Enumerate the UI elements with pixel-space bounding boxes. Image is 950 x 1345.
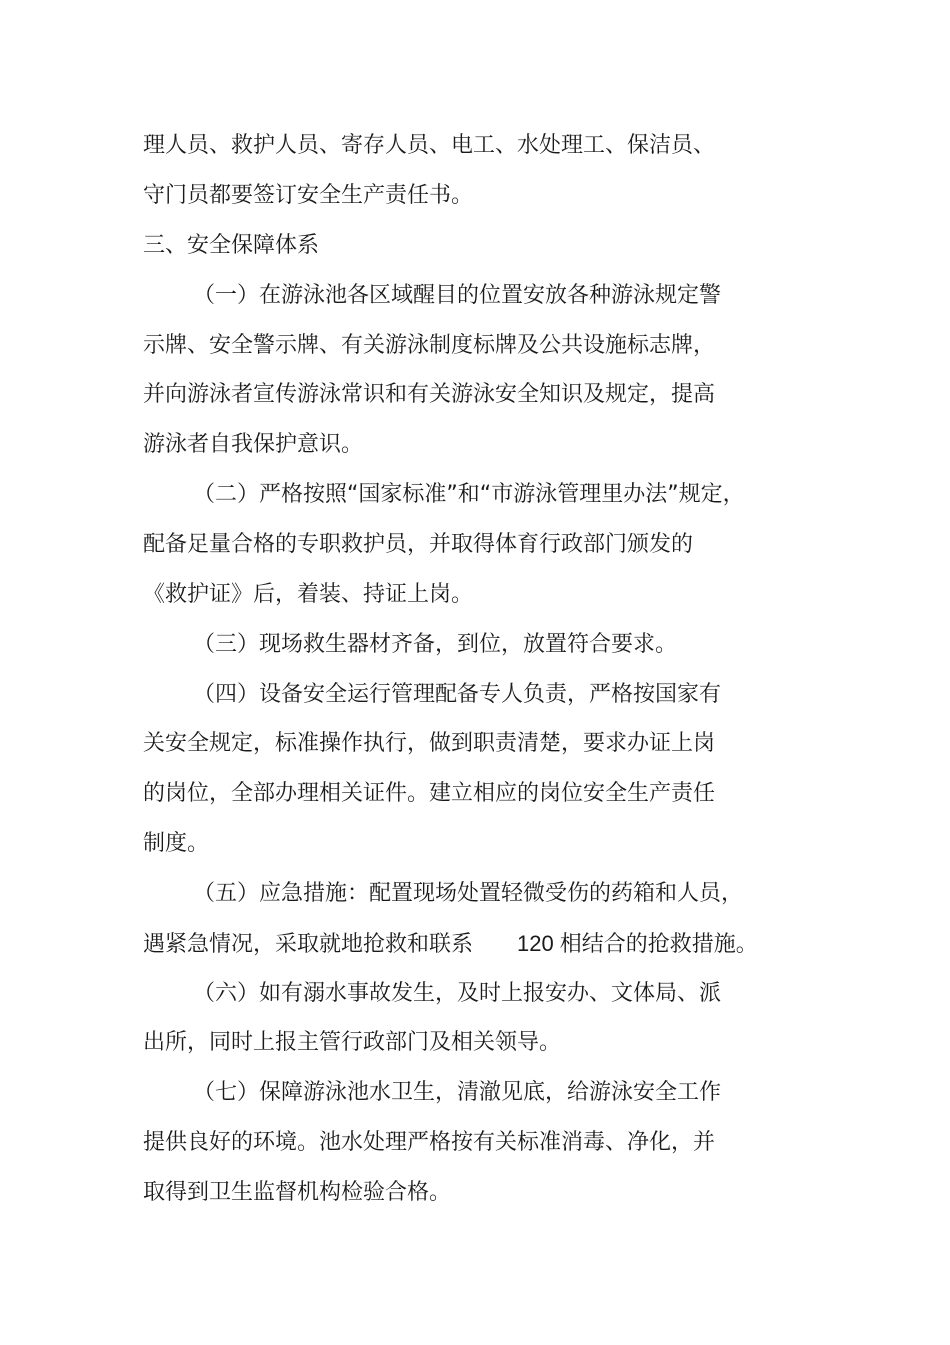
text-segment: 相结合的抢救措施。	[559, 932, 758, 957]
text-line: （三）现场救生器材齐备，到位，放置符合要求。	[193, 632, 678, 657]
text-line: 配备足量合格的专职救护员，并取得体育行政部门颁发的	[143, 532, 694, 557]
text-line: 示牌、安全警示牌、有关游泳制度标牌及公共设施标志牌，	[143, 333, 716, 358]
text-line: （一）在游泳池各区域醒目的位置安放各种游泳规定警	[193, 283, 722, 308]
text-line: （六）如有溺水事故发生，及时上报安办、文体局、派	[193, 981, 722, 1006]
text-line: 理人员、救护人员、寄存人员、电工、水处理工、保洁员、	[143, 133, 716, 158]
emergency-number: 120	[517, 931, 554, 956]
section-heading: 三、安全保障体系	[143, 233, 320, 258]
text-line: 出所，同时上报主管行政部门及相关领导。	[143, 1030, 562, 1055]
text-line: 取得到卫生监督机构检验合格。	[143, 1180, 452, 1205]
text-line: 提供良好的环境。池水处理严格按有关标准消毒、净化，并	[143, 1130, 716, 1155]
text-line	[143, 929, 758, 960]
text-line: （七）保障游泳池水卫生，清澈见底，给游泳安全工作	[193, 1080, 722, 1105]
text-line: 游泳者自我保护意识。	[143, 432, 364, 457]
text-line: 并向游泳者宣传游泳常识和有关游泳安全知识及规定，提高	[143, 382, 716, 407]
text-segment: 遇紧急情况，采取就地抢救和联系	[143, 932, 474, 957]
text-line: （五）应急措施：配置现场处置轻微受伤的药箱和人员，	[193, 881, 744, 906]
text-line: 的岗位，全部办理相关证件。建立相应的岗位安全生产责任	[143, 781, 716, 806]
text-line: （二）严格按照“国家标准”和“市游泳管理里办法”规定，	[193, 482, 745, 507]
text-line: 《救护证》后，着装、持证上岗。	[143, 582, 474, 607]
text-line: 关安全规定，标准操作执行，做到职责清楚，要求办证上岗	[143, 731, 716, 756]
text-line: （四）设备安全运行管理配备专人负责，严格按国家有	[193, 682, 722, 707]
text-line: 制度。	[143, 831, 210, 856]
text-line: 守门员都要签订安全生产责任书。	[143, 183, 474, 208]
